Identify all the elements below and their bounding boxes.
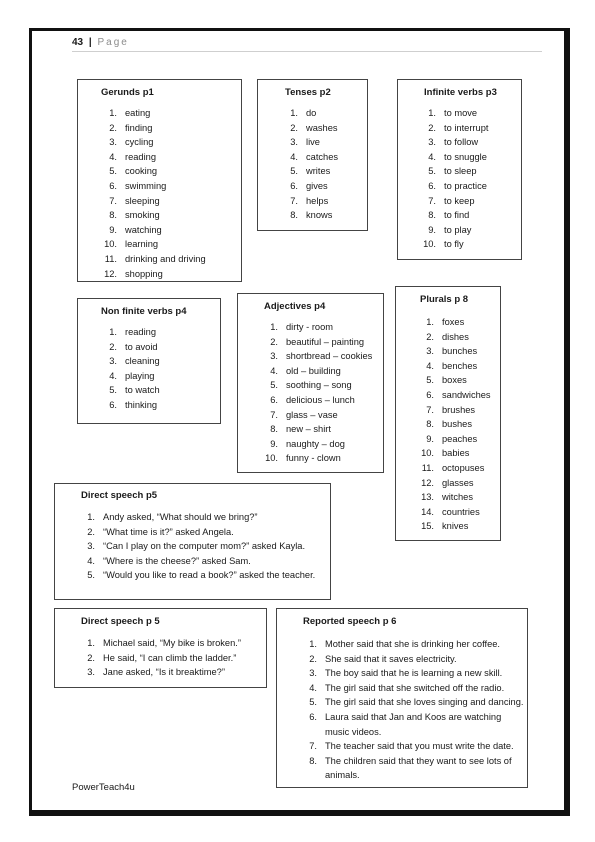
item-text: reading [125,327,157,337]
item-number: 14. [421,506,434,517]
item-text: cycling [125,137,154,148]
item-text: gives [306,180,328,191]
item-text: eating [125,108,151,118]
list-item [299,754,527,783]
item-number: 7. [426,404,434,415]
answer-list [279,106,338,223]
reported-speech-box [276,608,528,788]
list-item [299,710,527,739]
item-number: 6. [428,180,436,191]
list-item [299,739,527,754]
item-number: 4. [109,151,117,162]
item-number: 10. [265,453,278,464]
list-item [77,636,263,651]
item-text: bunches [442,346,478,357]
page-header [72,37,129,48]
list-item [418,237,488,252]
item-text: glasses [442,477,474,488]
item-number: 1. [290,108,298,118]
gerunds-box [77,79,242,282]
item-number: 1. [426,317,434,327]
item-number: 10. [421,448,434,459]
list-item [259,393,372,408]
item-number: 4. [428,151,436,162]
item-number: 1. [109,327,117,337]
answer-list [418,106,488,252]
list-item [77,568,327,597]
item-text: shortbread – cookies [286,351,373,362]
item-number: 10. [423,239,436,250]
answer-list [77,636,263,680]
item-text: to keep [444,195,475,206]
item-text: do [306,108,317,118]
item-text: He said, “I can climb the ladder.” [103,652,237,663]
item-text: boxes [442,375,467,386]
list-item [299,637,527,652]
item-number: 1. [270,322,278,332]
plurals-box [395,286,501,541]
list-item [418,150,488,165]
list-item [259,408,372,423]
list-item [299,652,527,667]
list-item [98,252,206,267]
item-text: to watch [125,385,160,396]
list-item [418,121,488,136]
item-number: 2. [270,336,278,347]
item-text: witches [442,492,474,503]
item-number: 1. [109,108,117,118]
adjectives-box [237,293,384,473]
list-item [98,179,206,194]
list-item [98,369,160,384]
item-number: 12. [104,268,117,279]
list-item [416,519,491,534]
item-text: catches [306,151,339,162]
item-text: to interrupt [444,122,489,133]
item-number: 4. [109,370,117,381]
item-number: 3. [109,137,117,148]
list-item [416,505,491,520]
item-number: 4. [290,151,298,162]
item-text: helps [306,195,329,206]
list-item [299,681,527,696]
item-text: “What time is it?” asked Angela. [103,526,234,537]
list-item [418,135,488,150]
item-number: 7. [109,195,117,206]
item-number: 5. [270,380,278,391]
item-number: 2. [309,653,317,664]
list-item [416,330,491,345]
list-item [77,510,327,525]
list-item [418,194,488,209]
box-title: Plurals p 8 [420,294,469,305]
item-number: 1. [428,108,436,118]
item-text: sleeping [125,195,160,206]
item-text: to play [444,224,472,235]
list-item [279,164,338,179]
item-number: 3. [428,137,436,148]
item-number: 7. [270,409,278,420]
item-number: 9. [426,433,434,444]
item-text: The girl said that she switched off the radio. [325,682,505,693]
item-text: countries [442,506,480,517]
item-text: to follow [444,137,479,148]
list-item [98,194,206,209]
list-item [418,208,488,223]
item-text: delicious – lunch [286,394,355,405]
item-text: bushes [442,419,472,430]
item-number: 6. [309,711,317,722]
list-item [77,665,263,680]
item-number: 5. [290,166,298,177]
infinite-verbs-box [397,79,522,260]
list-item [259,422,372,437]
box-title: Gerunds p1 [101,87,154,98]
list-item [77,525,327,540]
item-text: brushes [442,404,476,415]
item-number: 2. [109,341,117,352]
item-text: drinking and driving [125,253,206,264]
item-text: thinking [125,399,158,410]
item-text: The teacher said that you must write the date. [325,741,514,752]
item-number: 8. [290,210,298,221]
item-number: 8. [270,424,278,435]
item-number: 2. [428,122,436,133]
item-text: to avoid [125,341,158,352]
item-number: 5. [309,697,317,708]
list-item [98,164,206,179]
item-number: 7. [309,741,317,752]
list-item [77,554,327,569]
item-number: 5. [428,166,436,177]
list-item [98,267,206,282]
box-title: Tenses p2 [285,87,331,98]
item-text: benches [442,360,478,371]
header-separator: | [88,37,92,48]
list-item [416,344,491,359]
list-item [418,164,488,179]
item-number: 15. [421,521,434,532]
item-number: 2. [109,122,117,133]
box-title: Adjectives p4 [264,301,326,312]
item-number: 5. [87,570,95,581]
list-item [98,237,206,252]
item-text: to practice [444,180,487,191]
footer-brand: PowerTeach4u [72,782,135,793]
item-number: 8. [426,419,434,430]
item-number: 2. [87,526,95,537]
item-number: 3. [309,668,317,679]
item-number: 6. [270,394,278,405]
item-number: 9. [109,224,117,235]
item-text: to fly [444,239,464,250]
list-item [416,461,491,476]
item-number: 8. [309,755,317,766]
list-item [98,340,160,355]
answer-list [98,325,160,413]
item-number: 1. [87,512,95,522]
list-item [98,121,206,136]
item-text: Jane asked, “Is it breaktime?” [103,667,225,678]
item-text: The boy said that he is learning a new skill. [325,668,503,679]
direct-speech-p5-box [54,483,331,600]
item-text: knives [442,521,469,532]
item-number: 3. [109,356,117,367]
list-item [416,359,491,374]
item-text: cleaning [125,356,160,367]
list-item [279,121,338,136]
list-item [418,223,488,238]
list-item [77,651,263,666]
item-number: 6. [426,389,434,400]
list-item [279,106,338,121]
item-number: 8. [109,210,117,221]
item-text: glass – vase [286,409,338,420]
item-text: The girl said that she loves singing and dancing. [325,697,524,708]
item-text: old – building [286,365,341,376]
list-item [299,666,527,681]
list-item [299,695,527,710]
list-item [259,437,372,452]
item-number: 5. [426,375,434,386]
item-number: 5. [109,166,117,177]
item-text: reading [125,151,157,162]
item-text: “Where is the cheese?” asked Sam. [103,555,251,566]
item-number: 3. [87,541,95,552]
tenses-box [257,79,368,231]
item-text: to sleep [444,166,477,177]
list-item [416,403,491,418]
item-number: 6. [109,180,117,191]
list-item [279,135,338,150]
item-text: “Would you like to read a book?” asked the teacher. [103,570,316,581]
item-text: octopuses [442,462,485,473]
page-number: 43 [72,37,84,48]
item-number: 11. [104,253,117,264]
list-item [259,364,372,379]
non-finite-verbs-box [77,298,221,424]
list-item [279,150,338,165]
item-number: 9. [428,224,436,235]
list-item [416,432,491,447]
answer-list [98,106,206,281]
item-text: She said that it saves electricity. [325,653,457,664]
box-title: Infinite verbs p3 [424,87,497,98]
item-number: 1. [87,638,95,648]
list-item [279,194,338,209]
item-number: 4. [309,682,317,693]
item-text: sandwiches [442,389,491,400]
list-item [416,476,491,491]
box-title: Direct speech p5 [81,490,158,501]
item-number: 6. [290,180,298,191]
item-text: Michael said, “My bike is broken.” [103,638,241,648]
list-item [416,315,491,330]
item-text: beautiful – painting [286,336,365,347]
item-text: playing [125,370,155,381]
list-item [279,179,338,194]
item-number: 3. [270,351,278,362]
list-item [98,383,160,398]
list-item [416,373,491,388]
list-item [98,106,206,121]
list-item [416,446,491,461]
item-text: learning [125,239,159,250]
answer-list [77,510,327,598]
item-text: naughty – dog [286,438,345,449]
box-title: Reported speech p 6 [303,616,397,627]
answer-list [416,315,491,534]
item-text: Andy asked, “What should we bring?” [103,512,258,522]
list-item [98,223,206,238]
item-text: smoking [125,210,160,221]
item-number: 10. [104,239,117,250]
item-text: dirty - room [286,322,334,332]
list-item [98,354,160,369]
answer-list [259,320,372,466]
header-rule [72,51,542,52]
item-text: Mother said that she is drinking her coffee. [325,639,501,649]
page-word: Page [97,37,129,48]
item-text: to find [444,210,470,221]
list-item [259,320,372,335]
item-number: 6. [109,399,117,410]
item-text: The children said that they want to see lots of animals. [325,755,512,781]
list-item [259,451,372,466]
item-text: writes [306,166,331,177]
item-number: 5. [109,385,117,396]
item-text: dishes [442,331,469,342]
item-number: 8. [428,210,436,221]
item-text: to move [444,108,478,118]
item-number: 12. [421,477,434,488]
item-number: 11. [421,462,434,473]
item-text: live [306,137,320,148]
box-title: Direct speech p 5 [81,616,160,627]
list-item [98,325,160,340]
item-text: Laura said that Jan and Koos are watching music videos. [325,711,502,737]
item-text: knows [306,210,333,221]
item-text: babies [442,448,470,459]
box-title: Non finite verbs p4 [101,306,187,317]
item-number: 7. [428,195,436,206]
item-text: shopping [125,268,163,279]
item-number: 13. [421,492,434,503]
list-item [416,388,491,403]
item-number: 4. [426,360,434,371]
list-item [259,378,372,393]
item-number: 4. [87,555,95,566]
item-text: “Can I play on the computer mom?” asked Kayla. [103,541,306,552]
item-text: funny - clown [286,453,341,464]
item-text: watching [125,224,162,235]
item-number: 4. [270,365,278,376]
item-number: 3. [426,346,434,357]
list-item [98,208,206,223]
item-number: 9. [270,438,278,449]
item-text: swimming [125,180,167,191]
direct-speech-p5-second-box [54,608,267,688]
list-item [259,335,372,350]
list-item [98,150,206,165]
item-text: washes [306,122,338,133]
item-number: 3. [87,667,95,678]
item-number: 1. [309,639,317,649]
item-text: to snuggle [444,151,487,162]
list-item [416,490,491,505]
item-text: foxes [442,317,465,327]
list-item [259,349,372,364]
list-item [416,417,491,432]
item-text: new – shirt [286,424,331,435]
list-item [279,208,338,223]
item-text: soothing – song [286,380,352,391]
item-number: 7. [290,195,298,206]
item-number: 2. [290,122,298,133]
item-number: 2. [87,652,95,663]
list-item [418,106,488,121]
list-item [418,179,488,194]
answer-list [299,637,527,783]
item-number: 3. [290,137,298,148]
list-item [98,135,206,150]
list-item [98,398,160,413]
item-text: peaches [442,433,478,444]
item-text: finding [125,122,153,133]
list-item [77,539,327,554]
item-number: 2. [426,331,434,342]
item-text: cooking [125,166,158,177]
